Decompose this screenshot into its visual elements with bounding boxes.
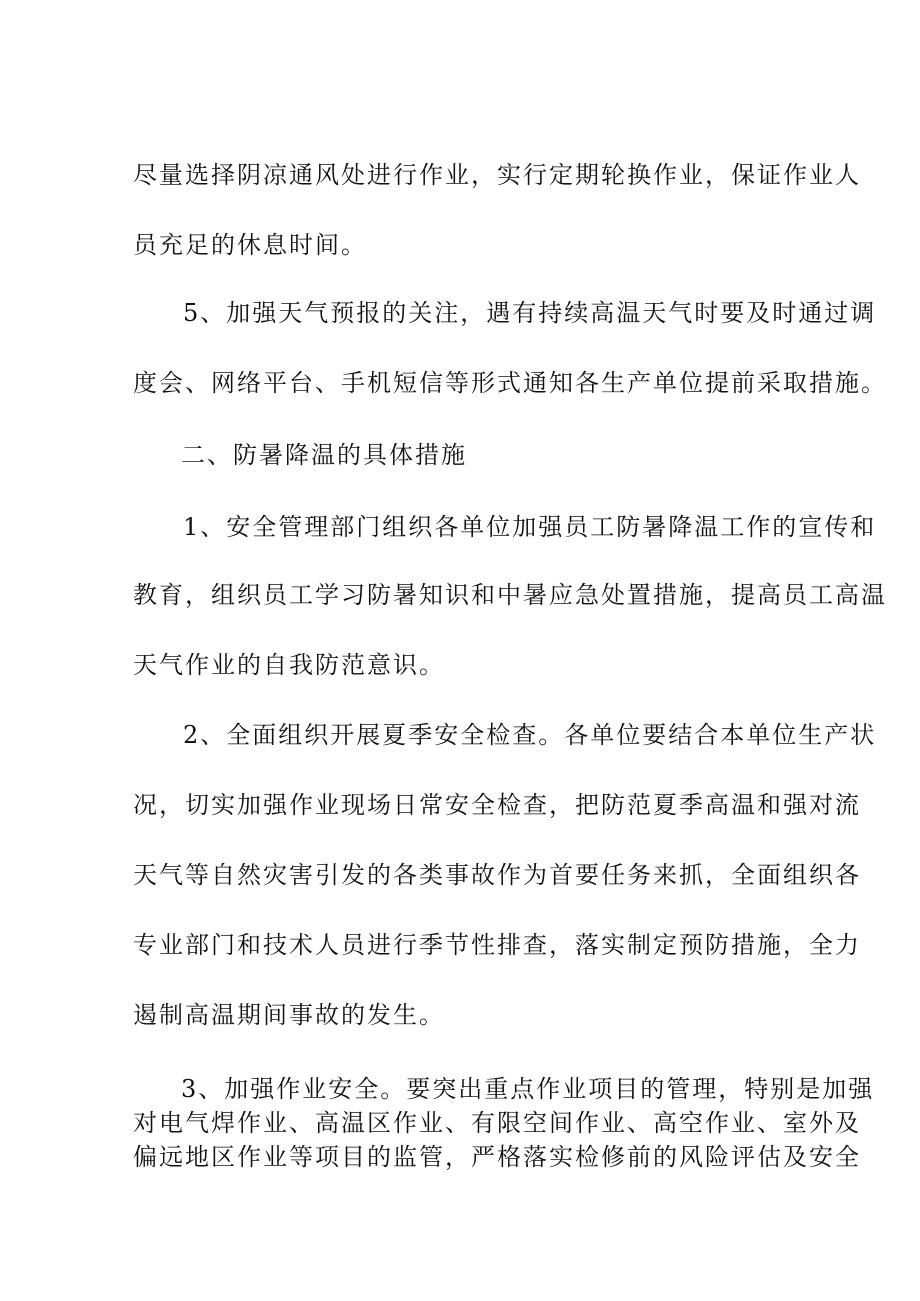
section-heading: 二、防暑降温的具体措施 [181, 441, 467, 469]
body-text-line: 天气作业的自我防范意识。 [133, 651, 445, 679]
body-text-line: 员充足的休息时间。 [133, 231, 367, 259]
body-text-line: 天气等自然灾害引发的各类事故作为首要任务来抓，全面组织各 [133, 861, 861, 889]
body-text-line: 尽量选择阴凉通风处进行作业，实行定期轮换作业，保证作业人 [133, 161, 861, 189]
paragraph-item-2: 2、全面组织开展夏季安全检查。各单位要结合本单位生产状 [183, 721, 877, 749]
paragraph-item-1: 1、安全管理部门组织各单位加强员工防暑降温工作的宣传和 [183, 513, 877, 541]
body-text-line: 专业部门和技术人员进行季节性排查，落实制定预防措施，全力 [133, 931, 861, 959]
body-text-line: 度会、网络平台、手机短信等形式通知各生产单位提前采取措施。 [133, 369, 887, 397]
body-text-line: 对电气焊作业、高温区作业、有限空间作业、高空作业、室外及 [133, 1109, 861, 1137]
body-text-line: 教育，组织员工学习防暑知识和中暑应急处置措施，提高员工高温 [133, 581, 887, 609]
body-text-line: 况，切实加强作业现场日常安全检查，把防范夏季高温和强对流 [133, 791, 861, 819]
paragraph-item-5: 5、加强天气预报的关注，遇有持续高温天气时要及时通过调 [183, 299, 877, 327]
body-text-line: 遏制高温期间事故的发生。 [133, 1001, 445, 1029]
paragraph-item-3: 3、加强作业安全。要突出重点作业项目的管理，特别是加强 [181, 1075, 875, 1103]
body-text-line: 偏远地区作业等项目的监管，严格落实检修前的风险评估及安全 [133, 1143, 861, 1171]
